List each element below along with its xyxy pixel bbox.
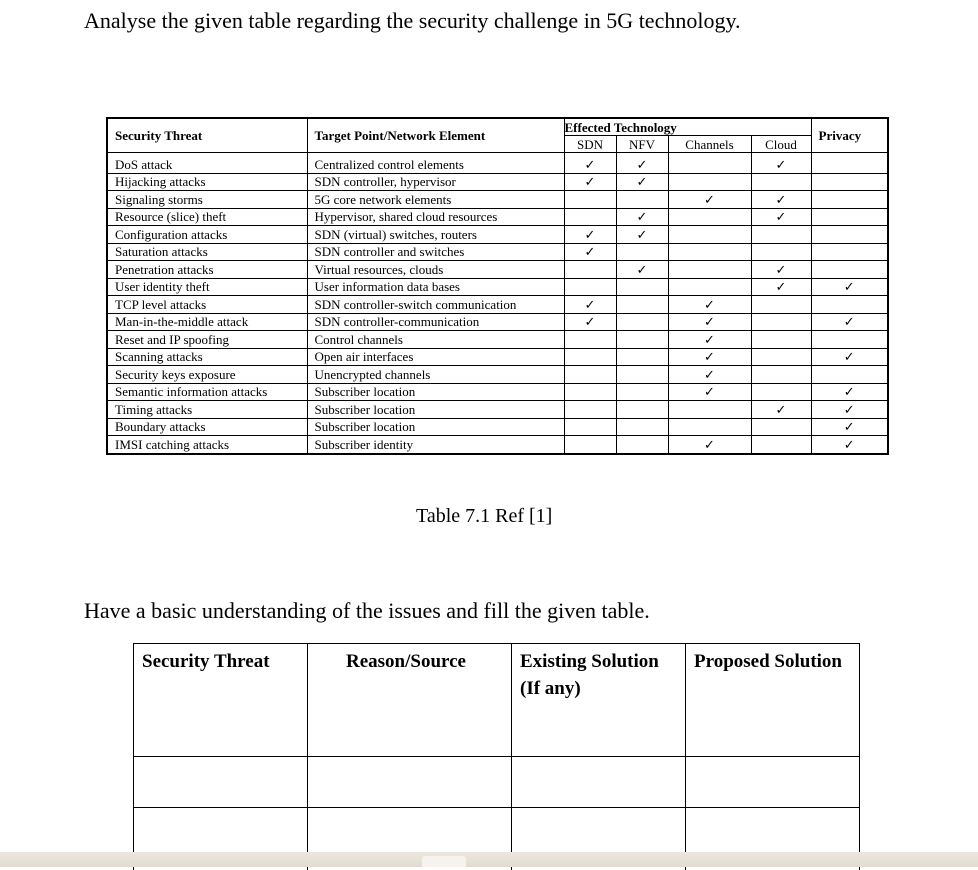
check-mark-icon: ✓ <box>704 332 715 347</box>
target-cell: 5G core network elements <box>307 191 564 209</box>
threat-cell: User identity theft <box>107 278 307 296</box>
privacy-cell <box>811 313 888 331</box>
check-mark-icon: ✓ <box>776 209 787 224</box>
nfv-cell <box>616 383 668 401</box>
bottom-tab <box>422 856 466 867</box>
threat-cell: Reset and IP spoofing <box>107 331 307 349</box>
threat-cell: Saturation attacks <box>107 243 307 261</box>
window-bottom-bar <box>0 852 978 867</box>
sdn-cell <box>564 296 616 314</box>
target-cell: Hypervisor, shared cloud resources <box>307 208 564 226</box>
check-mark-icon: ✓ <box>585 314 596 329</box>
cloud-cell <box>751 243 811 261</box>
header-cloud: Cloud <box>751 136 811 153</box>
table-row <box>107 418 888 436</box>
threat-cell: Boundary attacks <box>107 418 307 436</box>
sdn-cell <box>564 418 616 436</box>
sdn-cell <box>564 366 616 384</box>
privacy-cell <box>811 226 888 244</box>
nfv-cell <box>616 173 668 191</box>
cloud-cell <box>751 261 811 279</box>
privacy-cell <box>811 331 888 349</box>
table-row <box>107 261 888 279</box>
nfv-cell <box>616 313 668 331</box>
sdn-cell <box>564 348 616 366</box>
fill-header-existing-solution-line1: Existing Solution <box>520 648 677 675</box>
channels-cell <box>668 296 751 314</box>
header-channels: Channels <box>668 136 751 153</box>
privacy-cell <box>811 436 888 454</box>
target-cell: SDN controller, hypervisor <box>307 173 564 191</box>
fill-in-table <box>133 643 860 870</box>
sdn-cell <box>564 243 616 261</box>
cloud-cell <box>751 418 811 436</box>
check-mark-icon: ✓ <box>844 419 855 434</box>
nfv-cell <box>616 296 668 314</box>
channels-cell <box>668 436 751 454</box>
nfv-cell <box>616 366 668 384</box>
check-mark-icon: ✓ <box>844 384 855 399</box>
channels-cell <box>668 243 751 261</box>
threat-cell: Hijacking attacks <box>107 173 307 191</box>
fill-header-security-threat: Security Threat <box>134 644 308 757</box>
table-row <box>107 401 888 419</box>
check-mark-icon: ✓ <box>637 209 648 224</box>
check-mark-icon: ✓ <box>637 262 648 277</box>
check-mark-icon: ✓ <box>585 157 596 172</box>
table-row <box>107 226 888 244</box>
sdn-cell <box>564 173 616 191</box>
target-cell: SDN (virtual) switches, routers <box>307 226 564 244</box>
channels-cell <box>668 156 751 173</box>
channels-cell <box>668 418 751 436</box>
privacy-cell <box>811 156 888 173</box>
threat-cell: Scanning attacks <box>107 348 307 366</box>
privacy-cell <box>811 243 888 261</box>
channels-cell <box>668 191 751 209</box>
channels-cell <box>668 261 751 279</box>
nfv-cell <box>616 226 668 244</box>
privacy-cell <box>811 191 888 209</box>
security-threat-table <box>106 117 889 455</box>
threat-cell: IMSI catching attacks <box>107 436 307 454</box>
cloud-cell <box>751 366 811 384</box>
table-row <box>107 331 888 349</box>
cloud-cell <box>751 156 811 173</box>
nfv-cell <box>616 436 668 454</box>
sdn-cell <box>564 156 616 173</box>
threat-cell: Security keys exposure <box>107 366 307 384</box>
check-mark-icon: ✓ <box>637 157 648 172</box>
privacy-cell <box>811 296 888 314</box>
fill-header-existing-solution <box>512 644 686 757</box>
nfv-cell <box>616 208 668 226</box>
threat-cell: TCP level attacks <box>107 296 307 314</box>
nfv-cell <box>616 348 668 366</box>
table-row <box>107 348 888 366</box>
cloud-cell <box>751 331 811 349</box>
cloud-cell <box>751 383 811 401</box>
page-heading: Analyse the given table regarding the security challenge in 5G technology. <box>84 8 741 34</box>
channels-cell <box>668 226 751 244</box>
table-row <box>107 313 888 331</box>
target-cell: Virtual resources, clouds <box>307 261 564 279</box>
target-cell: SDN controller-communication <box>307 313 564 331</box>
nfv-cell <box>616 401 668 419</box>
check-mark-icon: ✓ <box>844 402 855 417</box>
fill-cell[interactable] <box>686 757 860 808</box>
security-threat-table-body <box>107 156 888 454</box>
table-row <box>107 296 888 314</box>
check-mark-icon: ✓ <box>776 279 787 294</box>
target-cell: Open air interfaces <box>307 348 564 366</box>
fill-header-existing-solution-line2: (If any) <box>520 675 677 702</box>
table-row <box>107 156 888 173</box>
sdn-cell <box>564 226 616 244</box>
channels-cell <box>668 383 751 401</box>
check-mark-icon: ✓ <box>704 437 715 452</box>
fill-header-reason-source <box>308 644 512 757</box>
fill-header-proposed-solution: Proposed Solution <box>686 644 860 757</box>
target-cell: Subscriber location <box>307 383 564 401</box>
cloud-cell <box>751 226 811 244</box>
privacy-cell <box>811 383 888 401</box>
cloud-cell <box>751 348 811 366</box>
check-mark-icon: ✓ <box>776 402 787 417</box>
check-mark-icon: ✓ <box>844 437 855 452</box>
check-mark-icon: ✓ <box>776 192 787 207</box>
threat-cell: Man-in-the-middle attack <box>107 313 307 331</box>
check-mark-icon: ✓ <box>637 174 648 189</box>
target-cell: SDN controller and switches <box>307 243 564 261</box>
channels-cell <box>668 278 751 296</box>
header-nfv: NFV <box>616 136 668 153</box>
sdn-cell <box>564 401 616 419</box>
cloud-cell <box>751 278 811 296</box>
target-cell: SDN controller-switch communication <box>307 296 564 314</box>
channels-cell <box>668 348 751 366</box>
nfv-cell <box>616 156 668 173</box>
check-mark-icon: ✓ <box>637 227 648 242</box>
header-security-threat: Security Threat <box>107 118 307 153</box>
target-cell: Subscriber location <box>307 401 564 419</box>
threat-cell: DoS attack <box>107 156 307 173</box>
target-cell: Unencrypted channels <box>307 366 564 384</box>
check-mark-icon: ✓ <box>585 297 596 312</box>
table-row <box>107 208 888 226</box>
table-row <box>107 278 888 296</box>
check-mark-icon: ✓ <box>704 314 715 329</box>
privacy-cell <box>811 401 888 419</box>
privacy-cell <box>811 208 888 226</box>
privacy-cell <box>811 278 888 296</box>
check-mark-icon: ✓ <box>704 367 715 382</box>
target-cell: Subscriber location <box>307 418 564 436</box>
fill-cell[interactable] <box>512 757 686 808</box>
threat-cell: Signaling storms <box>107 191 307 209</box>
check-mark-icon: ✓ <box>704 384 715 399</box>
table-row <box>107 383 888 401</box>
sdn-cell <box>564 436 616 454</box>
sdn-cell <box>564 261 616 279</box>
header-target-point: Target Point/Network Element <box>307 118 564 153</box>
threat-cell: Semantic information attacks <box>107 383 307 401</box>
nfv-cell <box>616 278 668 296</box>
fill-header-reason-source-label: Reason/Source <box>346 651 466 672</box>
nfv-cell <box>616 243 668 261</box>
threat-cell: Resource (slice) theft <box>107 208 307 226</box>
privacy-cell <box>811 173 888 191</box>
target-cell: User information data bases <box>307 278 564 296</box>
check-mark-icon: ✓ <box>704 297 715 312</box>
target-cell: Subscriber identity <box>307 436 564 454</box>
channels-cell <box>668 173 751 191</box>
check-mark-icon: ✓ <box>844 279 855 294</box>
instruction-text: Have a basic understanding of the issues and fill the given table. <box>84 598 650 624</box>
fill-cell[interactable] <box>308 757 512 808</box>
channels-cell <box>668 331 751 349</box>
cloud-cell <box>751 208 811 226</box>
sdn-cell <box>564 191 616 209</box>
cloud-cell <box>751 191 811 209</box>
check-mark-icon: ✓ <box>844 314 855 329</box>
sdn-cell <box>564 208 616 226</box>
nfv-cell <box>616 418 668 436</box>
sdn-cell <box>564 383 616 401</box>
cloud-cell <box>751 401 811 419</box>
table-row <box>107 436 888 454</box>
check-mark-icon: ✓ <box>585 174 596 189</box>
table-row <box>107 173 888 191</box>
threat-cell: Timing attacks <box>107 401 307 419</box>
nfv-cell <box>616 331 668 349</box>
cloud-cell <box>751 173 811 191</box>
channels-cell <box>668 401 751 419</box>
cloud-cell <box>751 436 811 454</box>
cloud-cell <box>751 313 811 331</box>
table-row <box>107 366 888 384</box>
nfv-cell <box>616 191 668 209</box>
target-cell: Centralized control elements <box>307 156 564 173</box>
header-privacy: Privacy <box>811 118 888 153</box>
check-mark-icon: ✓ <box>585 227 596 242</box>
header-effected-technology: Effected Technology <box>564 118 811 136</box>
check-mark-icon: ✓ <box>844 349 855 364</box>
cloud-cell <box>751 296 811 314</box>
check-mark-icon: ✓ <box>704 349 715 364</box>
channels-cell <box>668 366 751 384</box>
threat-cell: Penetration attacks <box>107 261 307 279</box>
channels-cell <box>668 208 751 226</box>
table-row <box>107 191 888 209</box>
nfv-cell <box>616 261 668 279</box>
sdn-cell <box>564 313 616 331</box>
privacy-cell <box>811 348 888 366</box>
threat-cell: Configuration attacks <box>107 226 307 244</box>
sdn-cell <box>564 278 616 296</box>
check-mark-icon: ✓ <box>585 244 596 259</box>
channels-cell <box>668 313 751 331</box>
sdn-cell <box>564 331 616 349</box>
check-mark-icon: ✓ <box>704 192 715 207</box>
check-mark-icon: ✓ <box>776 157 787 172</box>
table-caption: Table 7.1 Ref [1] <box>416 505 552 528</box>
privacy-cell <box>811 261 888 279</box>
privacy-cell <box>811 418 888 436</box>
fill-cell[interactable] <box>134 757 308 808</box>
check-mark-icon: ✓ <box>776 262 787 277</box>
privacy-cell <box>811 366 888 384</box>
table-row <box>107 243 888 261</box>
header-sdn: SDN <box>564 136 616 153</box>
target-cell: Control channels <box>307 331 564 349</box>
